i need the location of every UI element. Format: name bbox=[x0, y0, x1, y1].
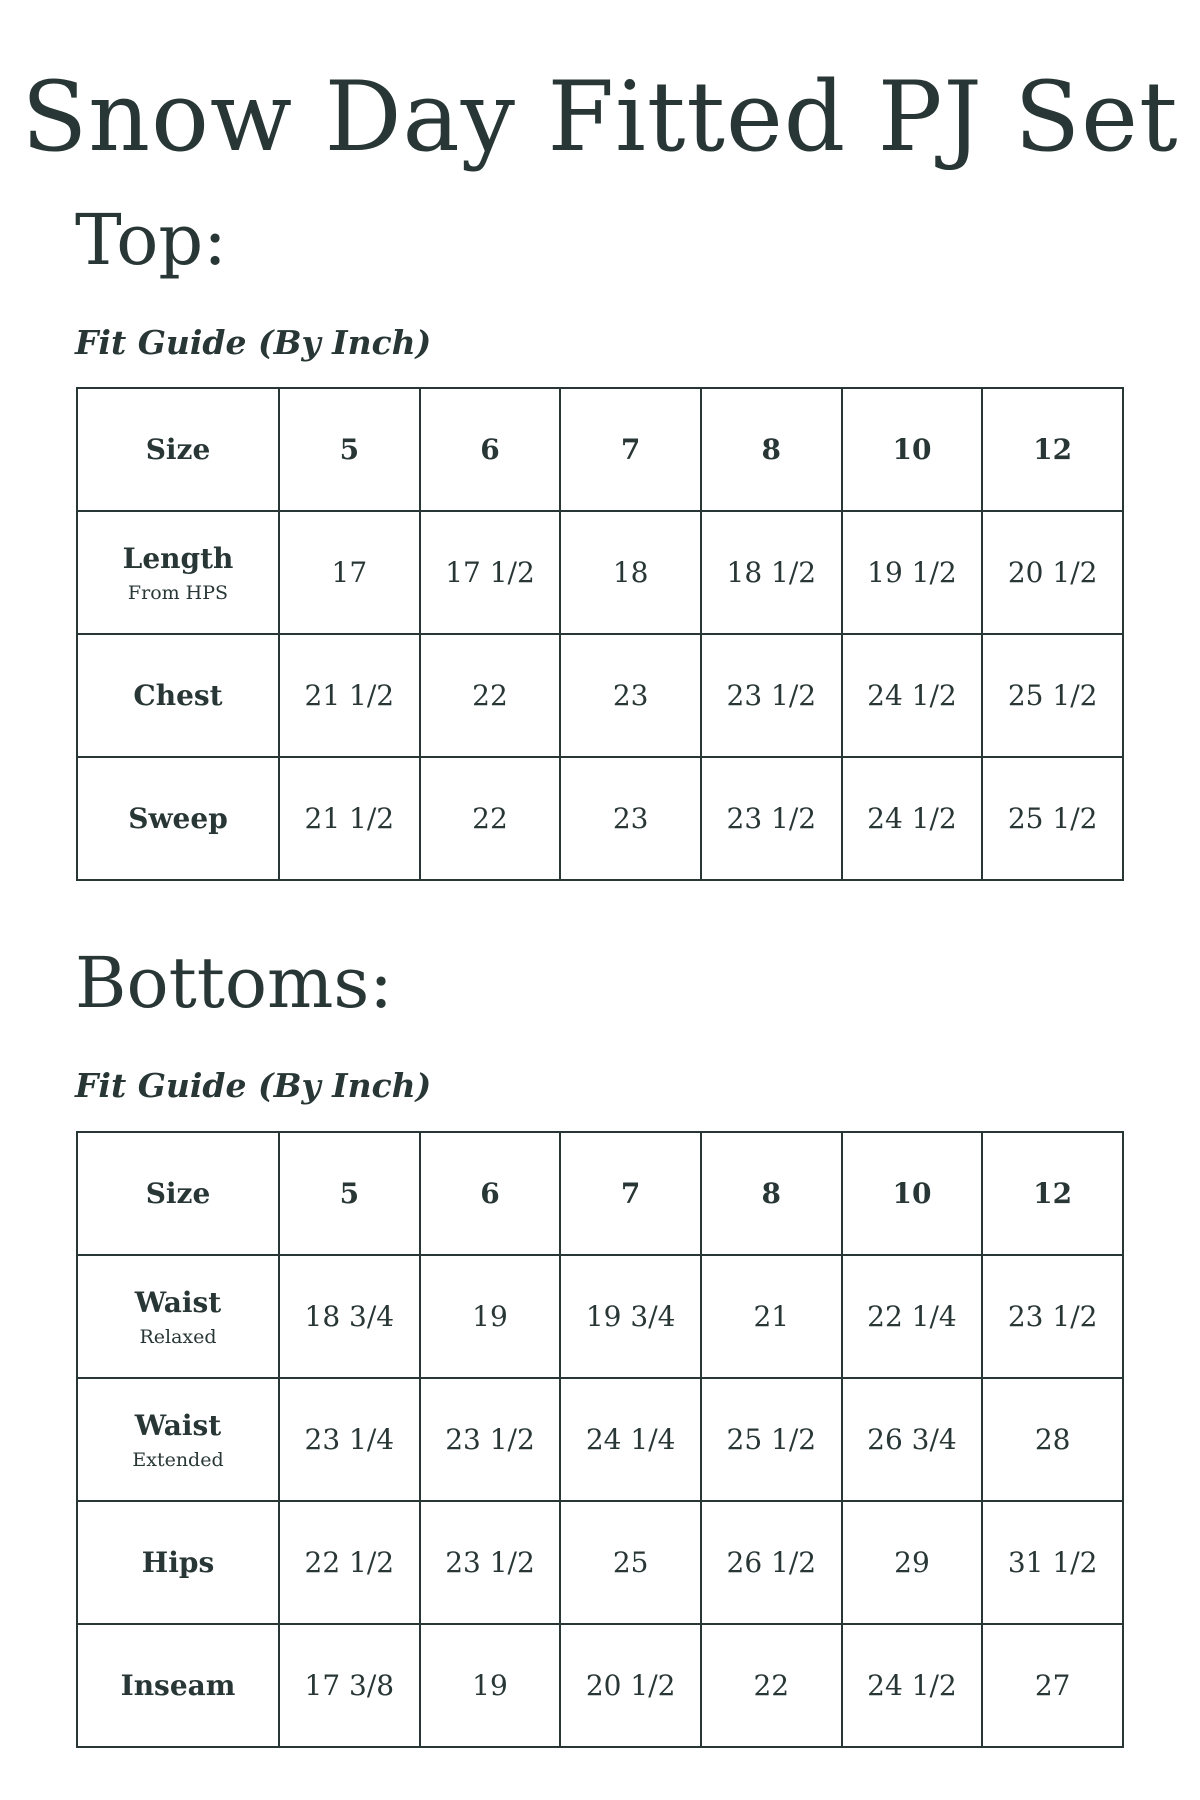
table-cell: 18 bbox=[560, 511, 701, 634]
table-cell: 24 1/4 bbox=[560, 1378, 701, 1501]
table-cell: 23 1/2 bbox=[701, 757, 842, 880]
table-cell: 22 1/2 bbox=[279, 1501, 420, 1624]
size-header-cell: Size bbox=[77, 388, 279, 511]
table-cell: 25 1/2 bbox=[701, 1378, 842, 1501]
table-cell: 29 bbox=[842, 1501, 983, 1624]
table-cell: 23 bbox=[560, 757, 701, 880]
table-row bbox=[77, 1378, 1123, 1501]
table-row bbox=[77, 1501, 1123, 1624]
table-cell: 26 3/4 bbox=[842, 1378, 983, 1501]
size-column-header: 10 bbox=[842, 1132, 983, 1255]
table-cell: 27 bbox=[982, 1624, 1123, 1747]
table-cell: 18 1/2 bbox=[701, 511, 842, 634]
row-label-inseam bbox=[77, 1624, 279, 1747]
table-row bbox=[77, 1255, 1123, 1378]
row-label-text: Sweep bbox=[128, 801, 228, 835]
size-column-header: 6 bbox=[420, 388, 561, 511]
row-label-length bbox=[77, 511, 279, 634]
size-column-header: 7 bbox=[560, 1132, 701, 1255]
row-label-text: Waist bbox=[134, 1285, 222, 1319]
table-cell: 22 bbox=[420, 634, 561, 757]
size-header-cell: Size bbox=[77, 1132, 279, 1255]
top-fit-guide-label: Fit Guide (By Inch) bbox=[75, 323, 432, 362]
table-cell: 25 1/2 bbox=[982, 634, 1123, 757]
top-section-heading: Top: bbox=[75, 199, 227, 281]
table-cell: 25 1/2 bbox=[982, 757, 1123, 880]
table-cell: 23 1/2 bbox=[982, 1255, 1123, 1378]
table-cell: 17 1/2 bbox=[420, 511, 561, 634]
size-column-header: 8 bbox=[701, 1132, 842, 1255]
row-sublabel-text: Relaxed bbox=[139, 1325, 217, 1348]
table-cell: 23 1/2 bbox=[701, 634, 842, 757]
row-label-hips bbox=[77, 1501, 279, 1624]
table-cell: 22 bbox=[420, 757, 561, 880]
table-cell: 18 3/4 bbox=[279, 1255, 420, 1378]
table-row bbox=[77, 1624, 1123, 1747]
table-cell: 23 1/2 bbox=[420, 1501, 561, 1624]
row-label-chest bbox=[77, 634, 279, 757]
table-cell: 21 1/2 bbox=[279, 634, 420, 757]
size-column-header: 12 bbox=[982, 1132, 1123, 1255]
table-cell: 22 1/4 bbox=[842, 1255, 983, 1378]
size-column-header: 8 bbox=[701, 388, 842, 511]
table-cell: 17 bbox=[279, 511, 420, 634]
table-cell: 24 1/2 bbox=[842, 634, 983, 757]
table-row bbox=[77, 757, 1123, 880]
table-cell: 23 bbox=[560, 634, 701, 757]
table-cell: 20 1/2 bbox=[982, 511, 1123, 634]
row-sublabel-text: Extended bbox=[132, 1448, 224, 1471]
row-label-text: Hips bbox=[141, 1545, 215, 1579]
table-row bbox=[77, 511, 1123, 634]
row-label-text: Length bbox=[122, 541, 234, 575]
table-cell: 26 1/2 bbox=[701, 1501, 842, 1624]
bottoms-size-table bbox=[76, 1131, 1124, 1748]
table-cell: 25 bbox=[560, 1501, 701, 1624]
table-cell: 20 1/2 bbox=[560, 1624, 701, 1747]
row-label-sweep bbox=[77, 757, 279, 880]
table-header-row bbox=[77, 1132, 1123, 1255]
table-cell: 21 1/2 bbox=[279, 757, 420, 880]
table-cell: 21 bbox=[701, 1255, 842, 1378]
table-cell: 24 1/2 bbox=[842, 1624, 983, 1747]
size-column-header: 12 bbox=[982, 388, 1123, 511]
row-label-waist-extended bbox=[77, 1378, 279, 1501]
page-title: Snow Day Fitted PJ Set bbox=[21, 61, 1179, 173]
table-cell: 23 1/2 bbox=[420, 1378, 561, 1501]
table-row bbox=[77, 634, 1123, 757]
table-cell: 23 1/4 bbox=[279, 1378, 420, 1501]
table-header-row bbox=[77, 388, 1123, 511]
row-sublabel-text: From HPS bbox=[127, 581, 229, 604]
table-cell: 19 3/4 bbox=[560, 1255, 701, 1378]
size-column-header: 5 bbox=[279, 1132, 420, 1255]
table-cell: 28 bbox=[982, 1378, 1123, 1501]
row-label-text: Chest bbox=[133, 678, 223, 712]
table-cell: 19 1/2 bbox=[842, 511, 983, 634]
table-cell: 24 1/2 bbox=[842, 757, 983, 880]
row-label-text: Waist bbox=[134, 1408, 222, 1442]
bottoms-fit-guide-label: Fit Guide (By Inch) bbox=[75, 1066, 432, 1105]
row-label-waist-relaxed bbox=[77, 1255, 279, 1378]
size-column-header: 10 bbox=[842, 388, 983, 511]
bottoms-section-heading: Bottoms: bbox=[75, 942, 393, 1024]
table-cell: 22 bbox=[701, 1624, 842, 1747]
table-cell: 19 bbox=[420, 1624, 561, 1747]
table-cell: 31 1/2 bbox=[982, 1501, 1123, 1624]
size-column-header: 7 bbox=[560, 388, 701, 511]
row-label-text: Inseam bbox=[120, 1668, 236, 1702]
table-cell: 19 bbox=[420, 1255, 561, 1378]
size-column-header: 5 bbox=[279, 388, 420, 511]
table-cell: 17 3/8 bbox=[279, 1624, 420, 1747]
top-size-table bbox=[76, 387, 1124, 881]
size-column-header: 6 bbox=[420, 1132, 561, 1255]
